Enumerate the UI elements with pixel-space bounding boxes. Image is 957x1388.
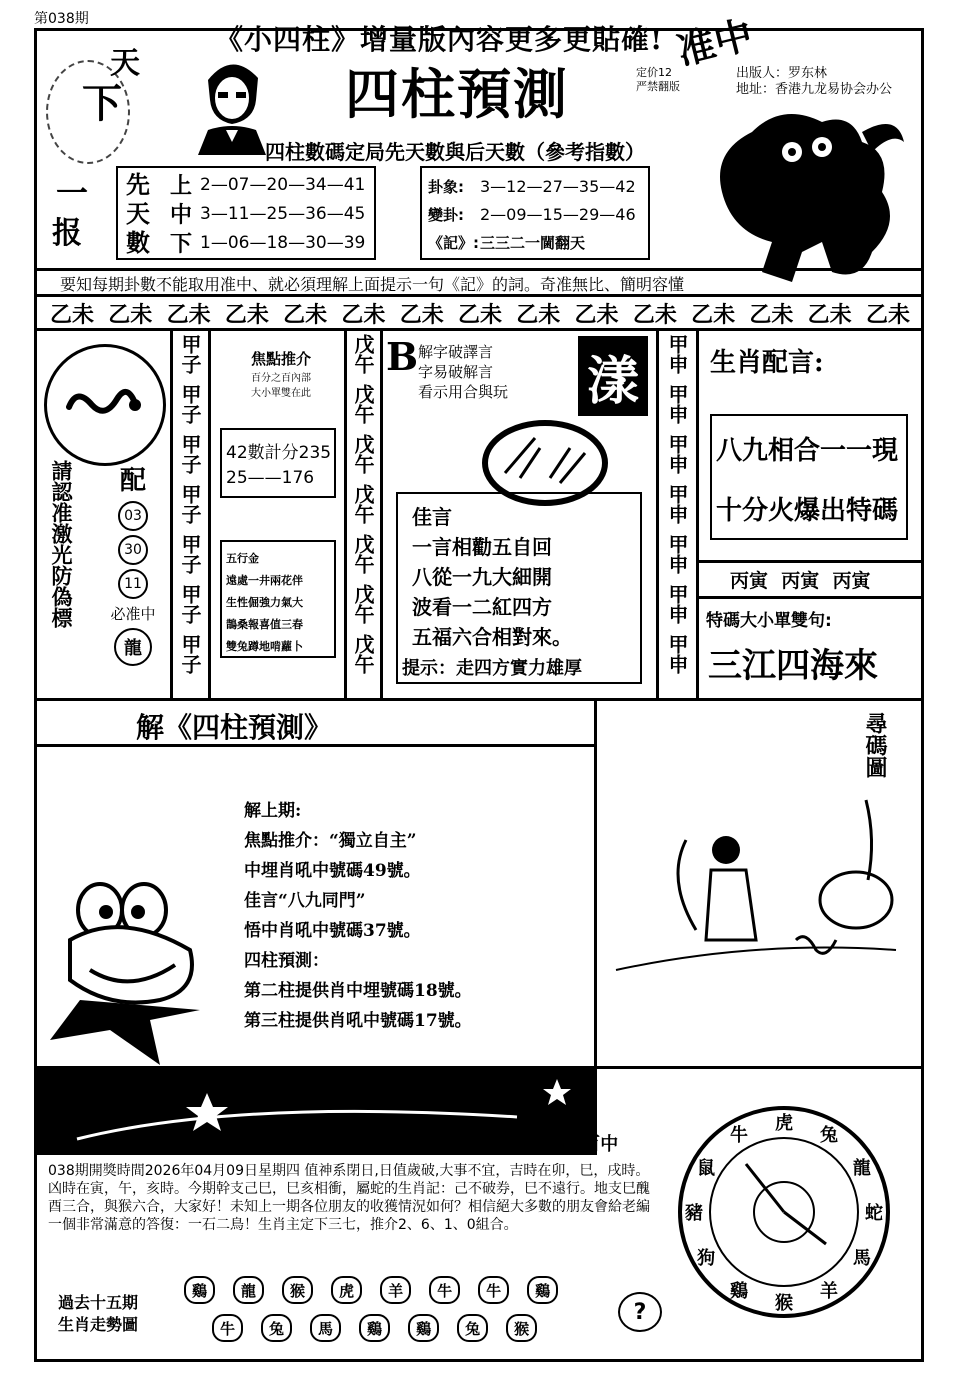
jie-line: 第二柱提供肖中埋號碼18號。 xyxy=(244,981,472,1001)
row-tag: 下 xyxy=(170,231,193,257)
row-nums: 3—11—25—36—45 xyxy=(200,203,366,224)
pei-label: 配 xyxy=(119,466,146,496)
trend-bubble: 兔 xyxy=(457,1314,488,1342)
zodiac-wheel xyxy=(676,1104,892,1320)
address-label: 地址：香港九龙易协会办公 xyxy=(736,82,893,97)
wuwu-cell: 戊午 xyxy=(351,534,375,574)
jiazi-cell: 甲子 xyxy=(178,334,202,374)
xunma-label: 尋碼圖 xyxy=(862,712,888,778)
yiwei-cell: 乙未 xyxy=(283,302,328,328)
b-line: 解字破譯言 xyxy=(418,343,494,361)
forbid-label: 严禁翻版 xyxy=(636,80,680,93)
row-nums: 1—06—18—30—39 xyxy=(200,232,366,253)
trend-bubble: 鷄 xyxy=(184,1276,215,1304)
col-divider xyxy=(656,328,659,698)
trend-question: ? xyxy=(618,1292,662,1332)
yiwei-cell: 乙未 xyxy=(807,302,852,328)
wheel-label: 牛 xyxy=(730,1125,748,1147)
seal-character: 漾 xyxy=(578,336,648,416)
wuxing-line: 鵲桑報喜值三春 xyxy=(226,618,303,631)
yiwei-cell: 乙未 xyxy=(865,302,910,328)
pei-number: 03 xyxy=(118,501,148,531)
jiazi-cell: 甲子 xyxy=(178,434,202,474)
wuxing-line: 遠處一井兩花伴 xyxy=(226,574,303,587)
xiantian-rows xyxy=(170,170,365,257)
frog-cartoon xyxy=(40,870,220,1070)
wuwu-cell: 戊午 xyxy=(351,384,375,424)
xiantian-label-3: 數 xyxy=(126,228,150,257)
jiayan-line: 一言相勸五自回 xyxy=(412,535,552,559)
bingyin-row: 丙寅 丙寅 丙寅 xyxy=(730,570,871,592)
xiantian-row xyxy=(170,170,365,199)
gua-nums: 2—09—15—29—46 xyxy=(480,204,636,224)
snake-seal xyxy=(44,344,166,466)
jiazi-cell: 甲子 xyxy=(178,484,202,524)
jiashen-cell: 甲申 xyxy=(665,534,689,574)
row-nums: 2—07—20—34—41 xyxy=(200,174,366,195)
anti-fake-label: 請認准激光防偽標 xyxy=(49,460,74,628)
jie-line: 焦點推介：“獨立自主” xyxy=(244,831,417,851)
row-tag: 上 xyxy=(170,173,193,199)
yiwei-cell: 乙未 xyxy=(632,302,677,328)
gua-label: 卦象: xyxy=(428,177,464,196)
shengxiao-line: 八九相合一一現 xyxy=(716,436,899,466)
gua-rows xyxy=(428,172,636,256)
jiayan-block xyxy=(412,502,572,652)
wuwu-cell: 戊午 xyxy=(351,334,375,374)
gua-row xyxy=(428,228,636,256)
focus-block xyxy=(226,348,336,399)
shengxiao-line: 十分火爆出特碼 xyxy=(716,496,899,526)
trend-bubble: 龍 xyxy=(233,1276,264,1304)
info-paragraph: 038期開獎時間2026年04月09日星期四 值神系閉日,日值歲破,大事不宜，吉時在卯，巳，戌時。凶時在寅，午，亥時。今期幹支己巳，巳亥相衝，屬蛇的生肖記：己不破券，巳不遠行。地支巳醜酉三合，與猴六合，大家好！未知上一期各位朋友的收獲情況如何？相信絕大多數的朋友會給老編一個非常滿意的答復：一石二鳥！生肖主定下三七，推介2、6、1、0組合。 xyxy=(48,1163,650,1233)
divider xyxy=(34,698,924,701)
b-line: 字易破解言 xyxy=(418,363,494,381)
calc-line: 42數計分235 xyxy=(226,443,332,463)
jie-line: 四柱預測： xyxy=(244,951,329,971)
jiashen-cell: 甲申 xyxy=(665,434,689,474)
lion-image xyxy=(712,92,912,292)
publisher-label: 出版人：罗东林 xyxy=(736,66,828,81)
calc-line: 25——176 xyxy=(226,468,315,488)
jiayan-title: 佳言 xyxy=(412,505,452,529)
divider xyxy=(34,268,924,271)
yiwei-cell: 乙未 xyxy=(399,302,444,328)
divider xyxy=(34,328,924,331)
jiazi-cell: 甲子 xyxy=(178,634,202,674)
jiashen-cell: 甲申 xyxy=(665,484,689,524)
b-letter: B xyxy=(386,334,419,379)
trend-label-1: 過去十五期 xyxy=(58,1293,139,1312)
yiwei-cell: 乙未 xyxy=(224,302,269,328)
trend-bubble: 鷄 xyxy=(408,1314,439,1342)
xiantian-label-2: 天 xyxy=(126,199,150,228)
wheel-label: 兔 xyxy=(820,1125,838,1147)
yiwei-cell: 乙未 xyxy=(691,302,736,328)
dxd-title: 特碼大小單雙句: xyxy=(706,611,832,631)
jiashen-cell: 甲申 xyxy=(665,334,689,374)
gua-nums: 3—12—27—35—42 xyxy=(480,176,636,196)
wheel-label: 狗 xyxy=(697,1248,716,1269)
issue-label: 第038期 xyxy=(34,11,89,27)
wuxing-line: 生性倔強力氣大 xyxy=(226,596,303,609)
focus-line: 大小單雙在此 xyxy=(251,388,311,399)
trend-bubble: 牛 xyxy=(429,1276,460,1304)
jiazi-cell: 甲子 xyxy=(178,534,202,574)
dxd-text: 三江四海來 xyxy=(708,646,878,686)
xiantian-row xyxy=(170,228,365,257)
gua-row xyxy=(428,172,636,200)
jiayan-line: 八從一九大細開 xyxy=(412,565,552,589)
wuwu-column xyxy=(348,334,378,674)
trend-bubble: 鷄 xyxy=(527,1276,558,1304)
xunma-drawing xyxy=(606,790,906,990)
gua-row xyxy=(428,200,636,228)
divider xyxy=(696,560,924,563)
price-label: 定价12 xyxy=(636,66,672,79)
col-divider xyxy=(380,328,383,698)
yiwei-cell: 乙未 xyxy=(457,302,502,328)
wuxing-line: 雙兔蹲地啃蘿卜 xyxy=(226,640,303,653)
wuwu-cell: 戊午 xyxy=(351,434,375,474)
yiwei-cell: 乙未 xyxy=(341,302,386,328)
jie-title: 解《四柱預測》 xyxy=(136,711,333,744)
wheel-label: 猴 xyxy=(775,1293,793,1314)
jiashen-cell: 甲申 xyxy=(665,584,689,624)
jiazi-cell: 甲子 xyxy=(178,384,202,424)
trend-bubble: 牛 xyxy=(478,1276,509,1304)
wheel-label: 羊 xyxy=(820,1280,838,1302)
subtitle: 四柱數碼定局先天數與后天數（參考指數） xyxy=(265,140,645,164)
wheel-label: 鷄 xyxy=(730,1280,748,1302)
jiayan-line: 五福六合相對來。 xyxy=(412,625,572,649)
jiayan-line: 波看一二紅四方 xyxy=(412,595,552,619)
side-char-4: 报 xyxy=(52,216,82,251)
xiantian-labels xyxy=(124,170,152,257)
pei-number: 11 xyxy=(118,569,148,599)
yiwei-cell: 乙未 xyxy=(108,302,153,328)
trend-bubble: 猴 xyxy=(282,1276,313,1304)
col-divider xyxy=(696,328,699,698)
divider xyxy=(34,294,924,297)
wheel-label: 鼠 xyxy=(697,1158,716,1179)
gua-nums: 三三二一閫翻天 xyxy=(480,233,586,252)
jie-line: 解上期: xyxy=(244,801,302,821)
col-divider xyxy=(170,328,173,698)
pei-column xyxy=(98,460,168,670)
jie-line: 佳言“八九同門” xyxy=(244,891,366,911)
banner: 《小四柱》增量版內容更多更貼確! xyxy=(215,23,664,56)
divider xyxy=(696,596,924,599)
jiazi-cell: 甲子 xyxy=(178,584,202,624)
b-line: 看示用合與玩 xyxy=(418,383,509,401)
yiwei-cell: 乙未 xyxy=(516,302,561,328)
gua-label: 變卦: xyxy=(428,205,464,224)
focus-title: 焦點推介 xyxy=(250,350,311,368)
gua-label: 《記》: xyxy=(428,233,479,252)
trend-label-2: 生肖走勢圖 xyxy=(58,1315,139,1334)
yiwei-cell: 乙未 xyxy=(574,302,619,328)
trend-bubble: 羊 xyxy=(380,1276,411,1304)
jiazi-column xyxy=(174,334,206,674)
jie-block xyxy=(244,796,472,1036)
jie-line: 中埋肖吼中號碼49號。 xyxy=(244,861,421,881)
wuxing-block xyxy=(226,548,303,658)
shengxiao-title: 生肖配言: xyxy=(710,348,824,378)
col-divider xyxy=(208,328,211,698)
trend-bubble: 猴 xyxy=(506,1314,537,1342)
yiwei-cell: 乙未 xyxy=(50,302,95,328)
notice-text: 要知每期卦數不能取用准中、就必須理解上面提示一句《記》的詞。奇准無比、簡明容懂 xyxy=(60,275,685,294)
row-tag: 中 xyxy=(170,202,193,228)
trend-bubble: 鷄 xyxy=(359,1314,390,1342)
wuwu-cell: 戊午 xyxy=(351,584,375,624)
jiashen-cell: 甲申 xyxy=(665,634,689,674)
xiantian-row xyxy=(170,199,365,228)
yiwei-cell: 乙未 xyxy=(749,302,794,328)
wheel-label: 馬 xyxy=(852,1248,871,1269)
dragon-badge: 龍 xyxy=(114,628,152,666)
tema-slogan: 猜中必中 百發百中 xyxy=(468,1134,619,1155)
wheel-label: 龍 xyxy=(852,1158,871,1179)
trend-top-row xyxy=(184,1276,558,1304)
wuwu-cell: 戊午 xyxy=(351,634,375,674)
jie-line: 悟中肖吼中號碼37號。 xyxy=(244,921,421,941)
b-lines xyxy=(418,342,508,402)
wheel-label: 虎 xyxy=(775,1113,793,1134)
portrait-image xyxy=(188,50,276,155)
side-char-2: 下 xyxy=(82,80,122,127)
trend-bubble: 牛 xyxy=(212,1314,243,1342)
col-divider xyxy=(594,698,597,1068)
side-char-1: 天 xyxy=(110,46,140,81)
col-divider xyxy=(344,328,347,698)
pei-note: 必准中 xyxy=(110,605,156,623)
focus-line: 百分之百內部 xyxy=(251,373,311,384)
trend-bubble: 馬 xyxy=(310,1314,341,1342)
jie-line: 第三柱提供肖吼中號碼17號。 xyxy=(244,1011,472,1031)
trend-bubble: 虎 xyxy=(331,1276,362,1304)
wheel-label: 蛇 xyxy=(865,1203,883,1224)
xiantian-label-1: 先 xyxy=(126,170,150,199)
pei-number: 30 xyxy=(118,535,148,565)
jiayan-hint: 提示：走四方實力雄厚 xyxy=(402,658,582,679)
wheel-label: 豬 xyxy=(685,1203,703,1224)
wuxing-title: 五行金 xyxy=(226,552,259,565)
side-char-3: 一 xyxy=(56,174,89,212)
zhun-zhong-stamp: 准中 xyxy=(672,11,758,74)
trend-bubble: 兔 xyxy=(261,1314,292,1342)
trend-bottom-row xyxy=(212,1314,537,1342)
divider xyxy=(34,744,596,747)
jiashen-column xyxy=(660,334,694,674)
yiwei-cell: 乙未 xyxy=(166,302,211,328)
wuwu-cell: 戊午 xyxy=(351,484,375,524)
jiashen-cell: 甲申 xyxy=(665,384,689,424)
yiwei-row xyxy=(50,298,910,329)
page-title: 四柱預測 xyxy=(345,62,569,126)
